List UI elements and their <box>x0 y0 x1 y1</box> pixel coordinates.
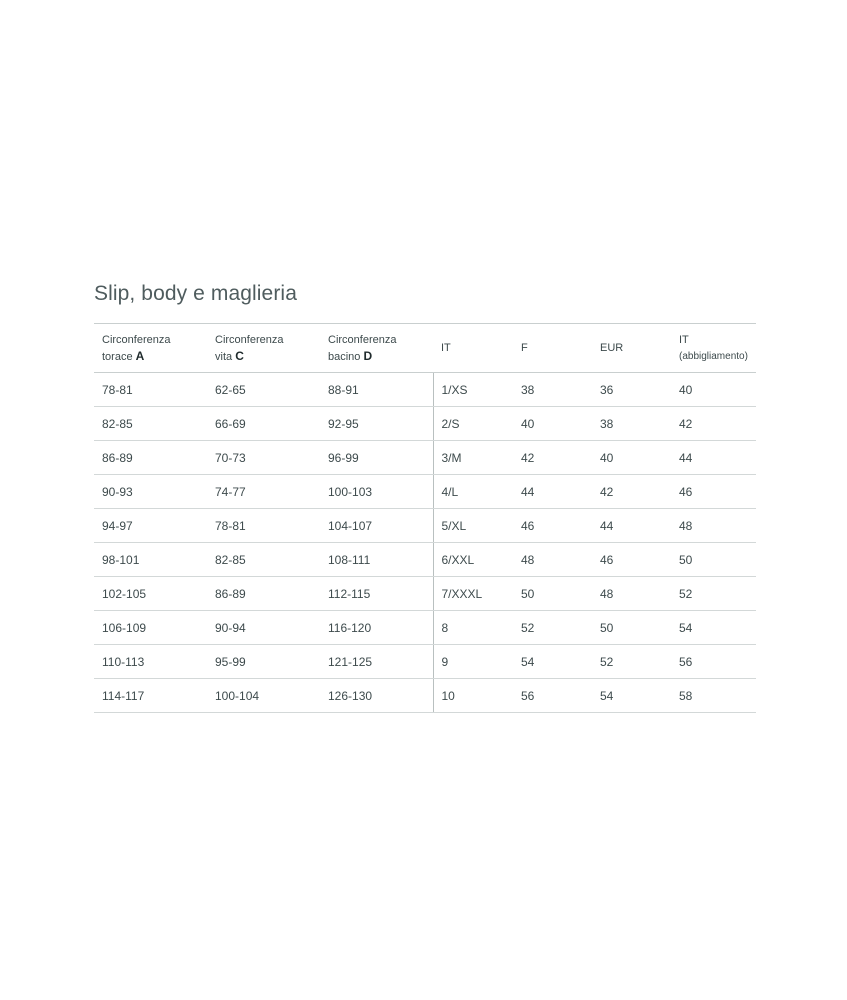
table-row <box>94 407 756 441</box>
table-row <box>94 373 756 407</box>
table-row <box>94 645 756 679</box>
table-row <box>94 611 756 645</box>
cell-chest: 78-81 <box>94 373 207 407</box>
header-it-clothing: IT (abbigliamento) <box>671 324 756 373</box>
cell-it-size: 2/S <box>433 407 513 441</box>
cell-hips: 100-103 <box>320 475 433 509</box>
cell-it-size: 6/XXL <box>433 543 513 577</box>
cell-f-size: 42 <box>513 441 592 475</box>
cell-waist: 86-89 <box>207 577 320 611</box>
cell-eur-size: 54 <box>592 679 671 713</box>
cell-eur-size: 48 <box>592 577 671 611</box>
cell-hips: 121-125 <box>320 645 433 679</box>
cell-chest: 94-97 <box>94 509 207 543</box>
cell-it-size: 3/M <box>433 441 513 475</box>
cell-hips: 104-107 <box>320 509 433 543</box>
cell-hips: 92-95 <box>320 407 433 441</box>
cell-eur-size: 38 <box>592 407 671 441</box>
cell-waist: 90-94 <box>207 611 320 645</box>
cell-it-clothing-size: 52 <box>671 577 756 611</box>
header-row <box>94 324 756 373</box>
header-f: F <box>513 324 592 373</box>
cell-chest: 114-117 <box>94 679 207 713</box>
cell-hips: 112-115 <box>320 577 433 611</box>
cell-eur-size: 46 <box>592 543 671 577</box>
cell-waist: 82-85 <box>207 543 320 577</box>
cell-it-clothing-size: 48 <box>671 509 756 543</box>
cell-chest: 98-101 <box>94 543 207 577</box>
header-it: IT <box>433 324 513 373</box>
cell-it-size: 9 <box>433 645 513 679</box>
cell-eur-size: 42 <box>592 475 671 509</box>
table-body <box>94 373 756 713</box>
size-table <box>94 323 756 713</box>
header-waist-letter: C <box>235 348 244 363</box>
cell-it-clothing-size: 50 <box>671 543 756 577</box>
cell-it-size: 1/XS <box>433 373 513 407</box>
cell-f-size: 52 <box>513 611 592 645</box>
cell-chest: 86-89 <box>94 441 207 475</box>
header-chest: Circonferenza torace A <box>94 324 207 373</box>
header-chest-letter: A <box>135 348 145 363</box>
cell-waist: 66-69 <box>207 407 320 441</box>
cell-eur-size: 50 <box>592 611 671 645</box>
cell-f-size: 40 <box>513 407 592 441</box>
cell-waist: 78-81 <box>207 509 320 543</box>
cell-eur-size: 40 <box>592 441 671 475</box>
table-row <box>94 475 756 509</box>
cell-it-clothing-size: 44 <box>671 441 756 475</box>
table-row <box>94 577 756 611</box>
cell-waist: 62-65 <box>207 373 320 407</box>
cell-hips: 126-130 <box>320 679 433 713</box>
cell-it-clothing-size: 40 <box>671 373 756 407</box>
cell-hips: 88-91 <box>320 373 433 407</box>
table-row <box>94 441 756 475</box>
table-row <box>94 543 756 577</box>
header-eur: EUR <box>592 324 671 373</box>
table-row <box>94 679 756 713</box>
cell-f-size: 46 <box>513 509 592 543</box>
cell-it-size: 5/XL <box>433 509 513 543</box>
cell-f-size: 56 <box>513 679 592 713</box>
cell-hips: 108-111 <box>320 543 433 577</box>
header-waist: Circonferenza vita C <box>207 324 320 373</box>
cell-f-size: 44 <box>513 475 592 509</box>
cell-it-size: 10 <box>433 679 513 713</box>
cell-chest: 110-113 <box>94 645 207 679</box>
cell-waist: 95-99 <box>207 645 320 679</box>
cell-hips: 116-120 <box>320 611 433 645</box>
cell-f-size: 50 <box>513 577 592 611</box>
cell-it-size: 7/XXXL <box>433 577 513 611</box>
cell-eur-size: 36 <box>592 373 671 407</box>
page-title: Slip, body e maglieria <box>94 282 297 305</box>
cell-it-clothing-size: 42 <box>671 407 756 441</box>
cell-chest: 90-93 <box>94 475 207 509</box>
cell-it-clothing-size: 56 <box>671 645 756 679</box>
cell-hips: 96-99 <box>320 441 433 475</box>
cell-f-size: 54 <box>513 645 592 679</box>
cell-waist: 74-77 <box>207 475 320 509</box>
cell-eur-size: 44 <box>592 509 671 543</box>
cell-it-clothing-size: 54 <box>671 611 756 645</box>
cell-chest: 82-85 <box>94 407 207 441</box>
cell-f-size: 48 <box>513 543 592 577</box>
header-hips-letter: D <box>363 348 373 363</box>
cell-waist: 70-73 <box>207 441 320 475</box>
header-hips: Circonferenza bacino D <box>320 324 433 373</box>
cell-chest: 102-105 <box>94 577 207 611</box>
cell-f-size: 38 <box>513 373 592 407</box>
cell-it-clothing-size: 58 <box>671 679 756 713</box>
cell-it-clothing-size: 46 <box>671 475 756 509</box>
cell-chest: 106-109 <box>94 611 207 645</box>
cell-waist: 100-104 <box>207 679 320 713</box>
cell-it-size: 8 <box>433 611 513 645</box>
cell-eur-size: 52 <box>592 645 671 679</box>
table-row <box>94 509 756 543</box>
cell-it-size: 4/L <box>433 475 513 509</box>
